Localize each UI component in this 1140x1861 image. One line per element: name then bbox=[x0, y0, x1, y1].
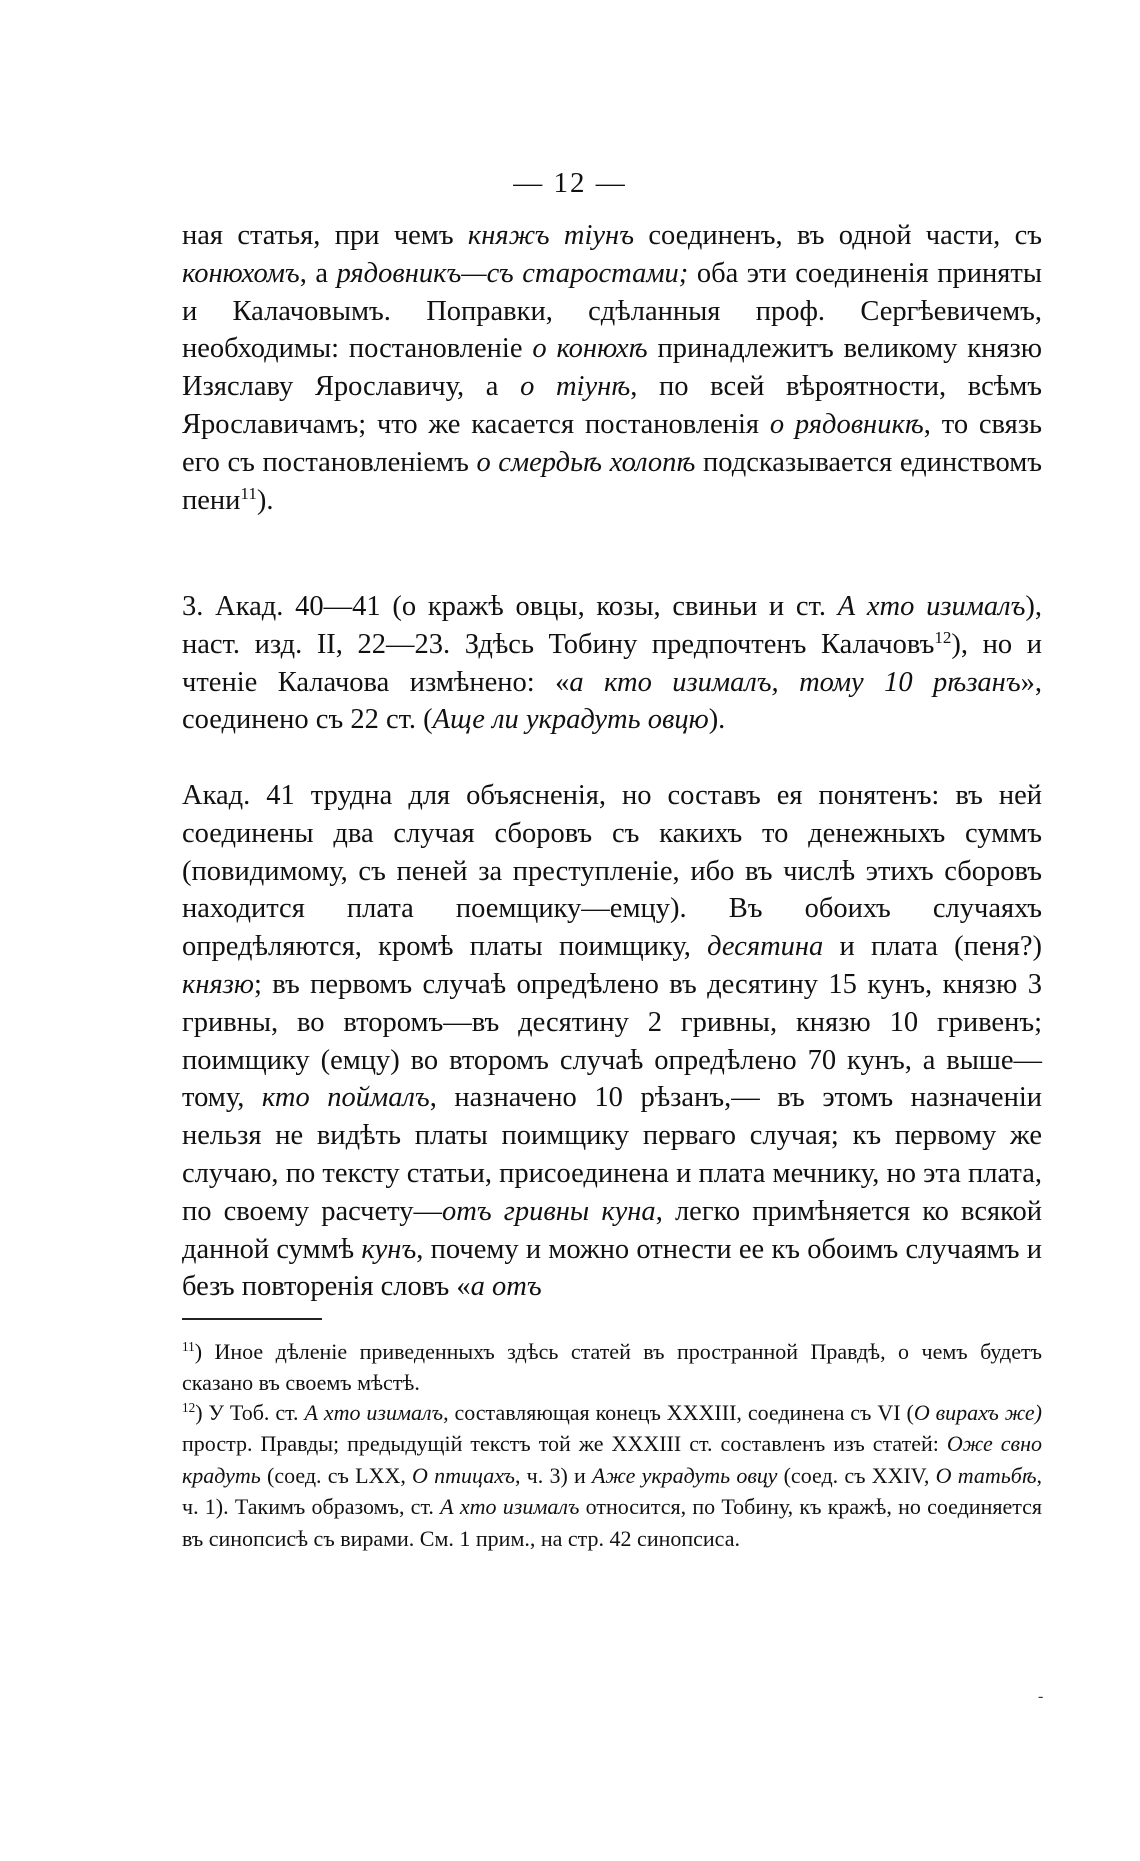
text-run: , легко примѣняется ко всякой данной суммѣ bbox=[182, 1195, 1042, 1265]
italic-run: О вирахъ же) bbox=[913, 1400, 1043, 1425]
italic-run: княжъ тіунъ bbox=[467, 220, 634, 251]
italic-run: отъ гривны куна bbox=[442, 1195, 656, 1227]
text-run: », соединено съ 22 ст. ( bbox=[182, 666, 1042, 736]
text-run: (соед. съ LXX, bbox=[260, 1462, 413, 1488]
italic-run: кунъ bbox=[361, 1233, 417, 1265]
text-run: , почему и можно отнести ее къ обоимъ случаямъ и безъ повторенія словъ « bbox=[182, 1233, 1042, 1303]
italic-run: О татьбѣ bbox=[935, 1462, 1037, 1488]
text-run: ), наст. изд. II, 22—23. Здѣсь Тобину предпочтенъ Калачовъ bbox=[182, 591, 1042, 660]
italic-run: князю bbox=[182, 968, 254, 1000]
text-run: относится, по Тобину, къ кражѣ, но соединяется въ синопсисѣ съ вирами. См. 1 прим., на стр. 42 синопсиса. bbox=[182, 1494, 1042, 1551]
text-run: соединенъ, въ одной части, съ bbox=[634, 220, 1042, 251]
text-run: , назначено 10 рѣзанъ,— въ этомъ назначеніи нельзя не видѣть платы поимщику перваго случая; къ первому же случаю, по тексту статьи, присоединена и плата мечнику, но эта плата, по своему расчету— bbox=[182, 1082, 1043, 1227]
italic-run: о смердьѣ холопѣ bbox=[476, 446, 696, 478]
footnote-12 bbox=[182, 1397, 1042, 1554]
text-run: (соед. съ XXIV, bbox=[777, 1462, 936, 1488]
text-run: принадлежитъ великому князю Изяславу Ярославичу, а bbox=[182, 333, 1042, 403]
italic-run: о конюхѣ bbox=[532, 333, 648, 365]
italic-run: о рядовникѣ bbox=[769, 408, 924, 440]
italic-run: О птицахъ bbox=[412, 1462, 515, 1488]
text-run: , а bbox=[299, 257, 337, 289]
scan-mark: - bbox=[1038, 1688, 1044, 1705]
italic-run: о тіунѣ bbox=[520, 371, 631, 403]
italic-run: конюхомъ bbox=[182, 257, 300, 289]
footnote-ref: 11 bbox=[182, 1339, 195, 1355]
italic-run: десятина bbox=[707, 931, 824, 963]
text-run: , ч. 1). Такимъ образомъ, ст. bbox=[182, 1462, 1042, 1520]
italic-run: Аще ли украдуть овцю bbox=[432, 704, 709, 736]
footnote-11 bbox=[182, 1336, 1042, 1399]
text-run: 3. Акад. 40—41 (о кражѣ овцы, козы, свиньи и ст. bbox=[182, 591, 838, 622]
text-run: простр. Правды; предыдущій текстъ той же XXXIII ст. составленъ изъ статей: bbox=[182, 1431, 947, 1457]
italic-run: кто поймалъ bbox=[261, 1082, 430, 1114]
text-run: ; въ первомъ случаѣ опредѣлено въ десятину 15 кунъ, князю 3 гривны, во второмъ—въ десятину 2 гривны, князю 10 гривенъ; поимщику (емцу) во второмъ случаѣ опредѣлено 70 кунъ, а выше—тому, bbox=[182, 968, 1042, 1114]
italic-run: а отъ bbox=[470, 1271, 542, 1303]
text-run: , ч. 3) и bbox=[514, 1462, 592, 1488]
footnote-ref: 11 bbox=[240, 483, 257, 503]
text-run: , составляющая конецъ XXXIII, соединена съ VI ( bbox=[443, 1400, 914, 1425]
text-run: оба эти соединенія приняты и Калачовымъ. Поправки, сдѣланныя проф. Сергѣевичемъ, необходимы: постановленіе bbox=[182, 257, 1042, 365]
paragraph-1 bbox=[182, 217, 1042, 519]
footnote-ref: 12 bbox=[182, 1400, 196, 1416]
text-run: ) У Тоб. ст. bbox=[195, 1400, 305, 1425]
italic-run: А хто изималъ bbox=[837, 591, 1026, 622]
text-run: ), но и чтеніе Калачова измѣнено: « bbox=[182, 628, 1042, 698]
paragraph-2 bbox=[182, 588, 1042, 739]
page-number: — 12 — bbox=[513, 167, 627, 199]
text-run: и плата (пеня?) bbox=[823, 931, 1042, 963]
italic-run: А хто изималъ bbox=[304, 1400, 444, 1425]
italic-run: Аже украдуть овцу bbox=[591, 1462, 778, 1488]
italic-run: Оже свно крадуть bbox=[182, 1431, 1042, 1488]
text-run: ная статья, при чемъ bbox=[182, 220, 468, 251]
footnote-divider bbox=[182, 1318, 322, 1320]
paragraph-3 bbox=[182, 777, 1042, 1306]
text-run: ). bbox=[256, 484, 274, 516]
text-run: ). bbox=[708, 704, 726, 736]
text-run: подсказывается единствомъ пени bbox=[182, 446, 1042, 516]
text-run: , то связь его съ постановленіемъ bbox=[182, 408, 1042, 478]
italic-run: а кто изималъ, тому 10 рѣзанъ bbox=[569, 666, 1021, 698]
text-run: ) Иное дѣленіе приведенныхъ здѣсь статей въ пространной Правдѣ, о чемъ будетъ сказано въ своемъ мѣстѣ. bbox=[182, 1339, 1042, 1396]
footnote-ref: 12 bbox=[934, 627, 952, 647]
italic-run: рядовникъ—съ старостами; bbox=[336, 257, 689, 289]
text-run: , по всей вѣроятности, всѣмъ Ярославичамъ; что же касается постановленія bbox=[182, 371, 1042, 440]
italic-run: А хто изималъ bbox=[440, 1494, 580, 1520]
text-run: Акад. 41 трудна для объясненія, но составъ ея понятенъ: въ ней соединены два случая сборовъ съ какихъ то денежныхъ суммъ (повидимому, съ пеней за преступленіе, ибо въ числѣ этихъ сборовъ находится плата поемщику—емцу). Въ обоихъ случаяхъ опредѣляются, кромѣ платы поимщику, bbox=[182, 780, 1042, 963]
